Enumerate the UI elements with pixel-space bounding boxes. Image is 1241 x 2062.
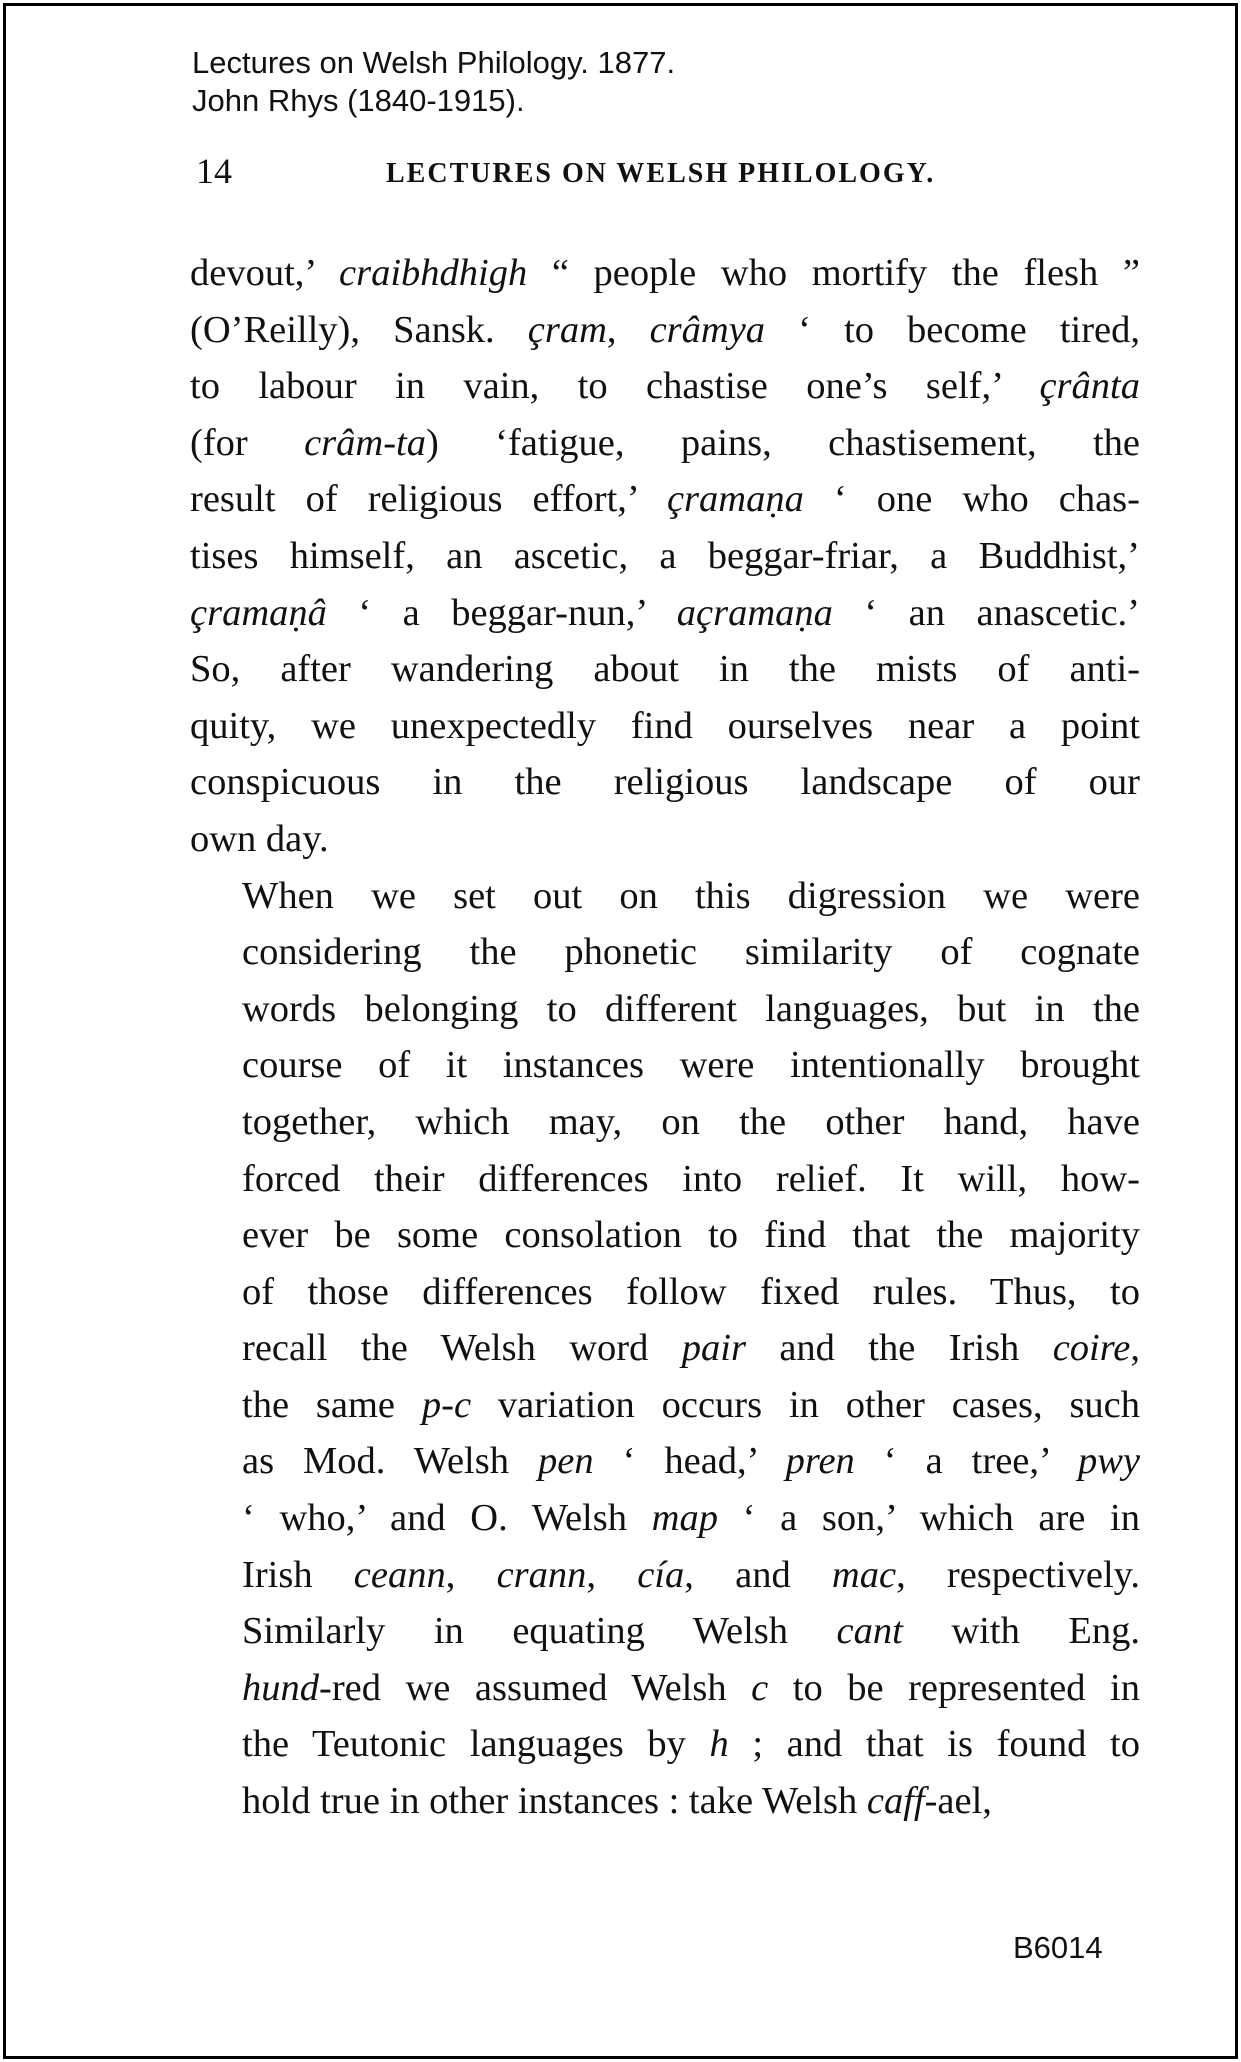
page-header xyxy=(196,150,1136,200)
text-line: considering the phonetic similarity of cognate xyxy=(242,931,1140,974)
text-line: words belonging to different languages, but in the xyxy=(242,987,1140,1030)
text-line: conspicuous in the religious landscape of our xyxy=(190,761,1140,804)
text-line: result of religious effort,’ çramaṇa ‘ one who chas- xyxy=(190,478,1140,521)
text-line: hund-red we assumed Welsh c to be represented in xyxy=(242,1666,1140,1709)
text-line: as Mod. Welsh pen ‘ head,’ pren ‘ a tree,’ pwy xyxy=(242,1440,1140,1483)
page-number: 14 xyxy=(196,151,232,191)
text-line: recall the Welsh word pair and the Irish coire, xyxy=(242,1327,1140,1370)
text-line: ever be some consolation to find that the majority xyxy=(242,1214,1140,1257)
caption-author: John Rhys (1840-1915). xyxy=(192,83,525,118)
text-line: When we set out on this digression we were xyxy=(242,874,1140,917)
text-line: (O’Reilly), Sansk. çram, crâmya ‘ to become tired, xyxy=(190,308,1141,351)
text-line: of those differences follow fixed rules. Thus, to xyxy=(242,1270,1140,1313)
text-line: own day. xyxy=(190,817,329,860)
text-line: to labour in vain, to chastise one’s self,’ çrânta xyxy=(190,365,1140,408)
paragraph-1 xyxy=(190,245,1140,868)
text-line: Irish ceann, crann, cía, and mac, respectively. xyxy=(242,1553,1141,1596)
text-line: the Teutonic languages by h ; and that is found to xyxy=(242,1723,1140,1766)
text-line: quity, we unexpectedly find ourselves near a point xyxy=(190,704,1140,747)
text-line: ‘ who,’ and O. Welsh map ‘ a son,’ which are in xyxy=(242,1497,1140,1540)
text-line: tises himself, an ascetic, a beggar-friar, a Buddhist,’ xyxy=(190,534,1140,577)
text-line: (for crâm-ta) ‘fatigue, pains, chastisement, the xyxy=(190,421,1140,464)
text-line: So, after wandering about in the mists of anti- xyxy=(190,648,1140,691)
text-line: together, which may, on the other hand, have xyxy=(242,1100,1140,1143)
text-line: çramaṇâ ‘ a beggar-nun,’ açramaṇa ‘ an anascetic.’ xyxy=(190,591,1140,634)
text-line: course of it instances were intentionally brought xyxy=(242,1044,1140,1087)
text-line: forced their differences into relief. It will, how- xyxy=(242,1157,1140,1200)
text-line: devout,’ craibhdhigh “ people who mortify the flesh ” xyxy=(190,252,1140,294)
text-line: the same p-c variation occurs in other cases, such xyxy=(242,1383,1141,1426)
catalog-caption xyxy=(192,44,675,120)
body-text xyxy=(190,245,1140,1830)
paragraph-2 xyxy=(190,868,1140,1830)
text-line: hold true in other instances : take Welsh caff-ael, xyxy=(242,1780,992,1823)
text-line: Similarly in equating Welsh cant with Eng. xyxy=(242,1610,1141,1653)
caption-title: Lectures on Welsh Philology. 1877. xyxy=(192,45,676,80)
running-head: LECTURES ON WELSH PHILOLOGY. xyxy=(386,158,936,189)
catalog-stamp: B6014 xyxy=(1013,1930,1103,1965)
